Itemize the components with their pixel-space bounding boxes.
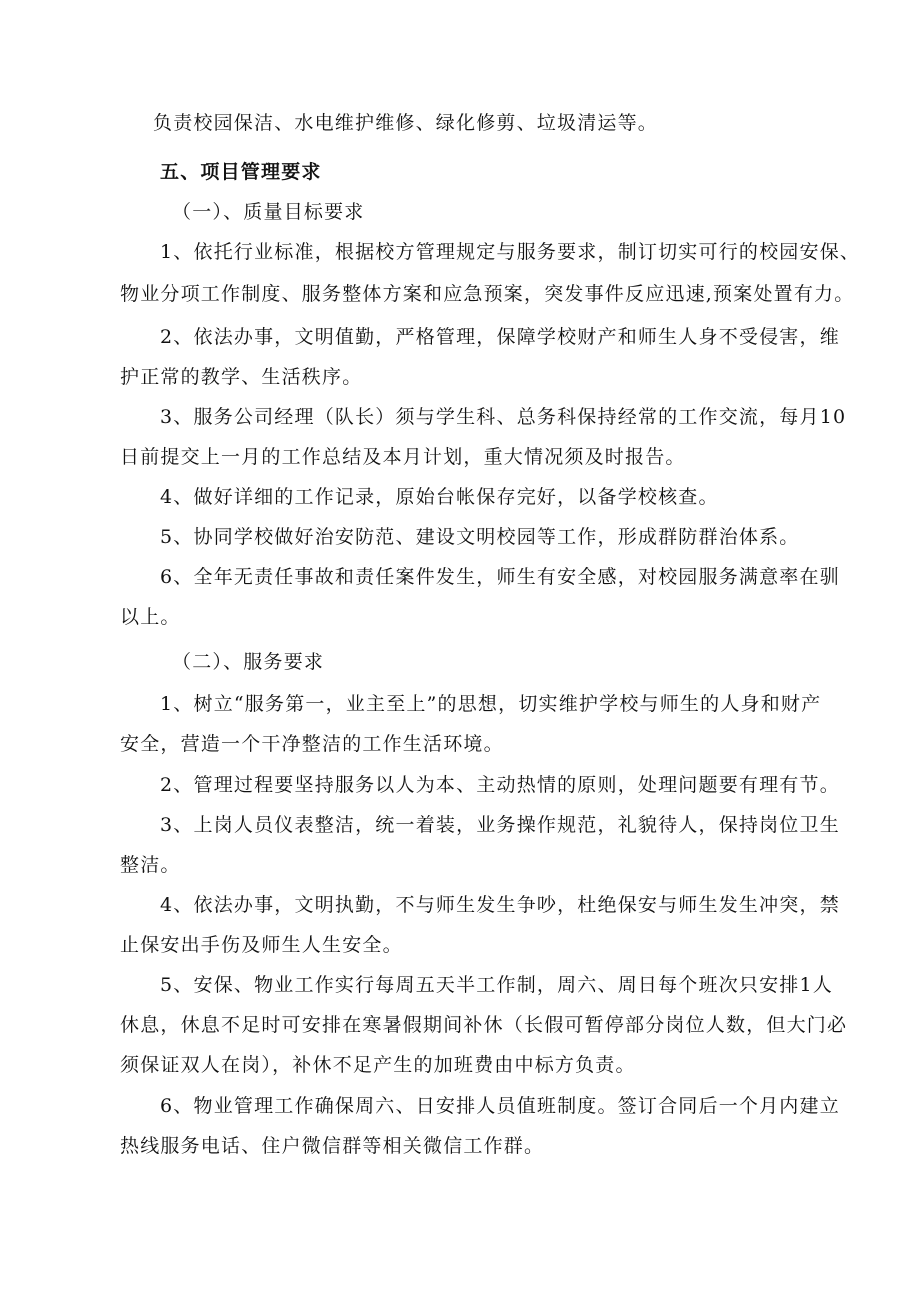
paragraph-line: 3、服务公司经理（队长）须与学生科、总务科保持经常的工作交流，每月10 [160, 406, 847, 428]
paragraph-line: 以上。 [120, 606, 181, 628]
subsection-heading: （一）、质量目标要求 [172, 201, 365, 223]
paragraph-line: 2、管理过程要坚持服务以人为本、主动热情的原则，处理问题要有理有节。 [160, 774, 840, 796]
paragraph-line: 4、做好详细的工作记录，原始台帐保存完好，以备学校核查。 [160, 486, 719, 508]
paragraph-line: 6、物业管理工作确保周六、日安排人员值班制度。签订合同后一个月内建立 [160, 1095, 840, 1117]
paragraph-line: 6、全年无责任事故和责任案件发生，师生有安全感，对校园服务满意率在驯 [160, 566, 840, 588]
paragraph-line: 1、树立“服务第一，业主至上”的思想，切实维护学校与师生的人身和财产 [160, 693, 822, 715]
paragraph-line: 5、安保、物业工作实行每周五天半工作制，周六、周日每个班次只安排1人 [160, 974, 833, 996]
paragraph-line: 物业分项工作制度、服务整体方案和应急预案，突发事件反应迅速,预案处置有力。 [120, 283, 855, 305]
paragraph-line: 3、上岗人员仪表整洁，统一着装，业务操作规范，礼貌待人，保持岗位卫生 [160, 814, 840, 836]
paragraph-line: 日前提交上一月的工作总结及本月计划，重大情况须及时报告。 [120, 446, 686, 468]
paragraph-line: 4、依法办事，文明执勤，不与师生发生争吵，杜绝保安与师生发生冲突，禁 [160, 894, 840, 916]
paragraph-line: 护正常的教学、生活秩序。 [120, 366, 363, 388]
paragraph-line: 休息，休息不足时可安排在寒暑假期间补休（长假可暂停部分岗位人数，但大门必 [120, 1014, 848, 1036]
section-heading: 五、项目管理要求 [160, 161, 322, 183]
paragraph-line: 止保安出手伤及师生人生安全。 [120, 934, 403, 956]
paragraph-line: 整洁。 [120, 854, 181, 876]
paragraph-line: 2、依法办事，文明值勤，严格管理，保障学校财产和师生人身不受侵害，维 [160, 326, 840, 348]
paragraph-line: 须保证双人在岗），补休不足产生的加班费由中标方负责。 [120, 1054, 636, 1076]
paragraph-line: 负责校园保洁、水电维护维修、绿化修剪、垃圾清运等。 [153, 112, 659, 134]
paragraph-line: 安全，营造一个干净整洁的工作生活环境。 [120, 733, 504, 755]
subsection-heading: （二）、服务要求 [172, 651, 325, 673]
paragraph-line: 1、依托行业标准，根据校方管理规定与服务要求，制订切实可行的校园安保、 [160, 241, 861, 263]
paragraph-line: 5、协同学校做好治安防范、建设文明校园等工作，形成群防群治体系。 [160, 526, 800, 548]
paragraph-line: 热线服务电话、住户微信群等相关微信工作群。 [120, 1135, 545, 1157]
